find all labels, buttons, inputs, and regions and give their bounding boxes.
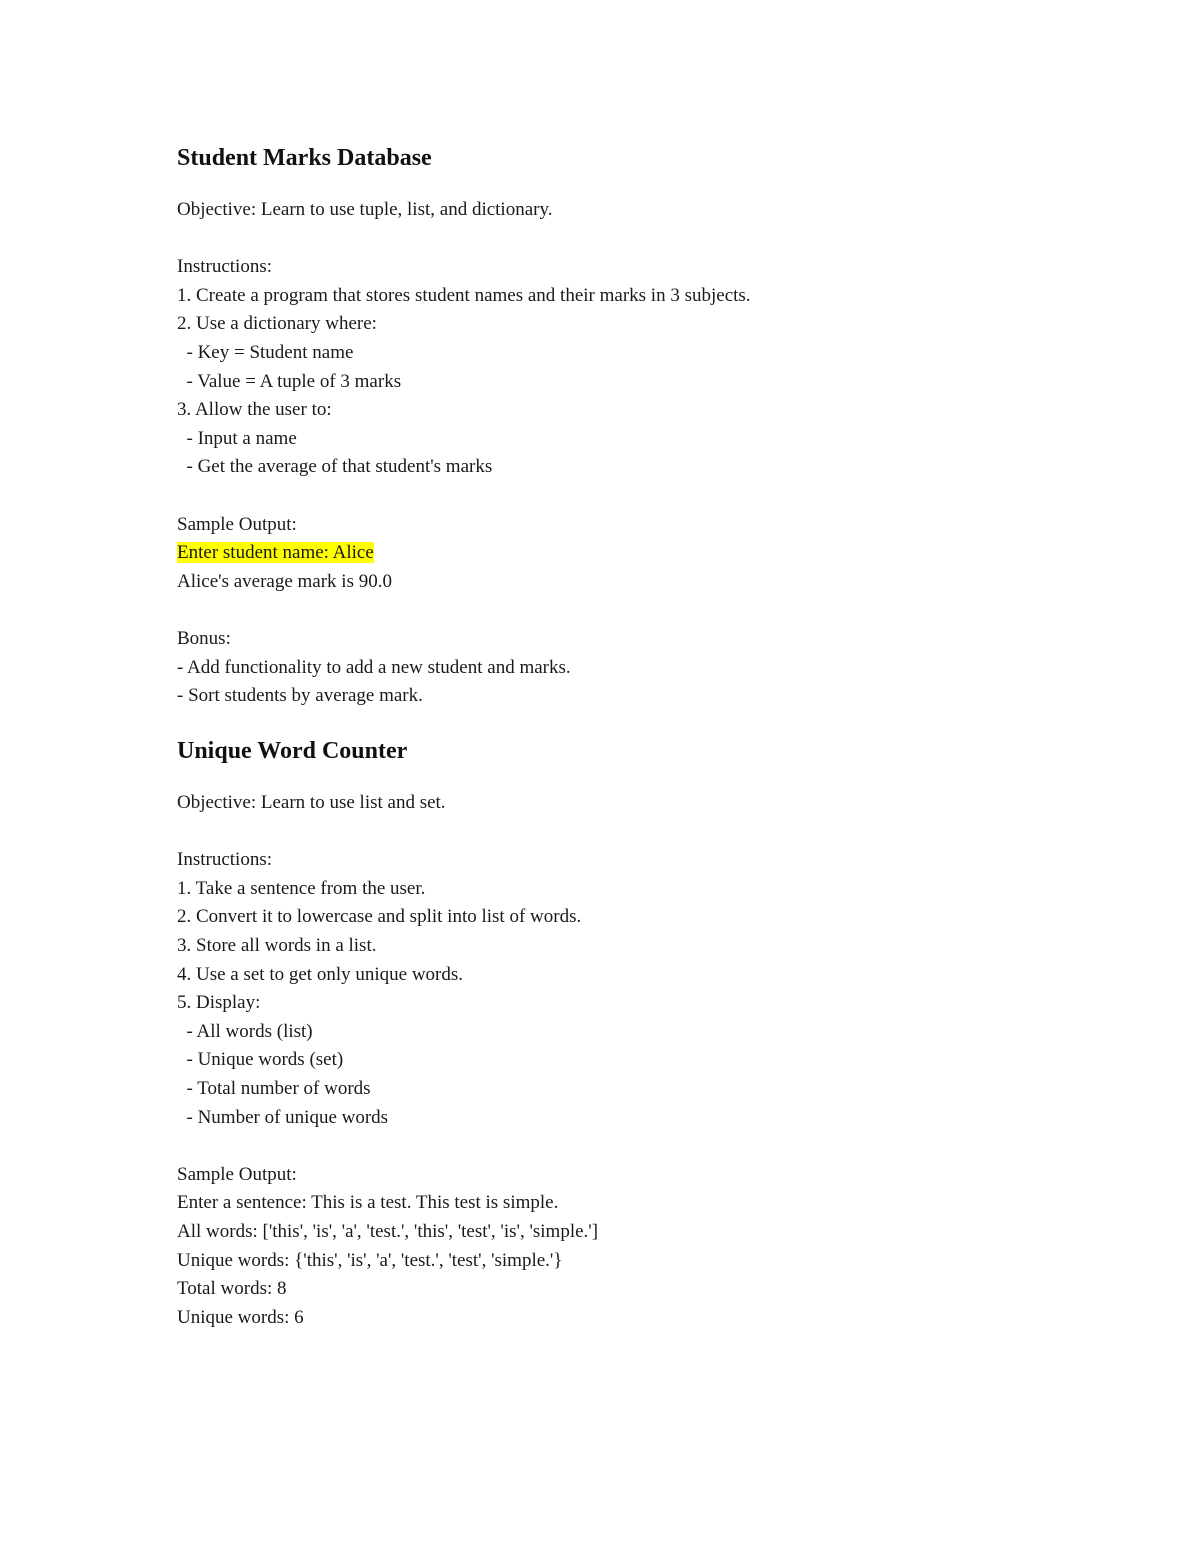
section-unique-word-counter bbox=[177, 733, 1117, 1332]
bonus-label: Bonus: bbox=[177, 627, 231, 649]
highlighted-text: Enter student name: Alice bbox=[177, 542, 374, 564]
instruction-line: 1. Take a sentence from the user. bbox=[177, 877, 426, 899]
instruction-line: 4. Use a set to get only unique words. bbox=[177, 963, 464, 985]
section-title: Student Marks Database bbox=[177, 145, 432, 171]
sample-output-line-highlighted bbox=[177, 539, 1117, 568]
instruction-line: 3. Store all words in a list. bbox=[177, 934, 377, 956]
instruction-line: 2. Convert it to lowercase and split into list of words. bbox=[177, 906, 582, 928]
section-title: Unique Word Counter bbox=[177, 738, 408, 764]
instruction-line: 1. Create a program that stores student names and their marks in 3 subjects. bbox=[177, 284, 751, 306]
instructions-label: Instructions: bbox=[177, 849, 272, 871]
sample-output-line: Unique words: 6 bbox=[177, 1306, 304, 1328]
sample-output-line: Total words: 8 bbox=[177, 1278, 287, 1300]
sample-output-label: Sample Output: bbox=[177, 1163, 297, 1185]
instruction-line: 2. Use a dictionary where: bbox=[177, 313, 377, 335]
instruction-line: - All words (list) bbox=[177, 1020, 313, 1042]
bonus-line: - Sort students by average mark. bbox=[177, 685, 423, 707]
instruction-line: - Number of unique words bbox=[177, 1106, 389, 1128]
sample-output-line: Unique words: {'this', 'is', 'a', 'test.', 'test', 'simple.'} bbox=[177, 1249, 563, 1271]
objective-text: Objective: Learn to use tuple, list, and dictionary. bbox=[177, 199, 553, 220]
instruction-line: - Unique words (set) bbox=[177, 1049, 344, 1071]
instruction-line: - Input a name bbox=[177, 427, 297, 449]
bonus-line: - Add functionality to add a new student and marks. bbox=[177, 656, 571, 678]
instruction-line: - Value = A tuple of 3 marks bbox=[177, 370, 402, 392]
objective-text: Objective: Learn to use list and set. bbox=[177, 792, 446, 813]
sample-output-line: All words: ['this', 'is', 'a', 'test.', 'this', 'test', 'is', 'simple.'] bbox=[177, 1220, 599, 1242]
instruction-line: - Get the average of that student's marks bbox=[177, 456, 493, 478]
section-student-marks bbox=[177, 140, 1117, 711]
instruction-line: - Total number of words bbox=[177, 1077, 371, 1099]
sample-output-label: Sample Output: bbox=[177, 513, 297, 535]
instruction-line: - Key = Student name bbox=[177, 341, 354, 363]
instruction-line: 5. Display: bbox=[177, 992, 261, 1014]
instructions-label: Instructions: bbox=[177, 256, 272, 278]
sample-output-line: Enter a sentence: This is a test. This test is simple. bbox=[177, 1192, 559, 1214]
instruction-line: 3. Allow the user to: bbox=[177, 399, 332, 421]
sample-output-line: Alice's average mark is 90.0 bbox=[177, 570, 392, 592]
